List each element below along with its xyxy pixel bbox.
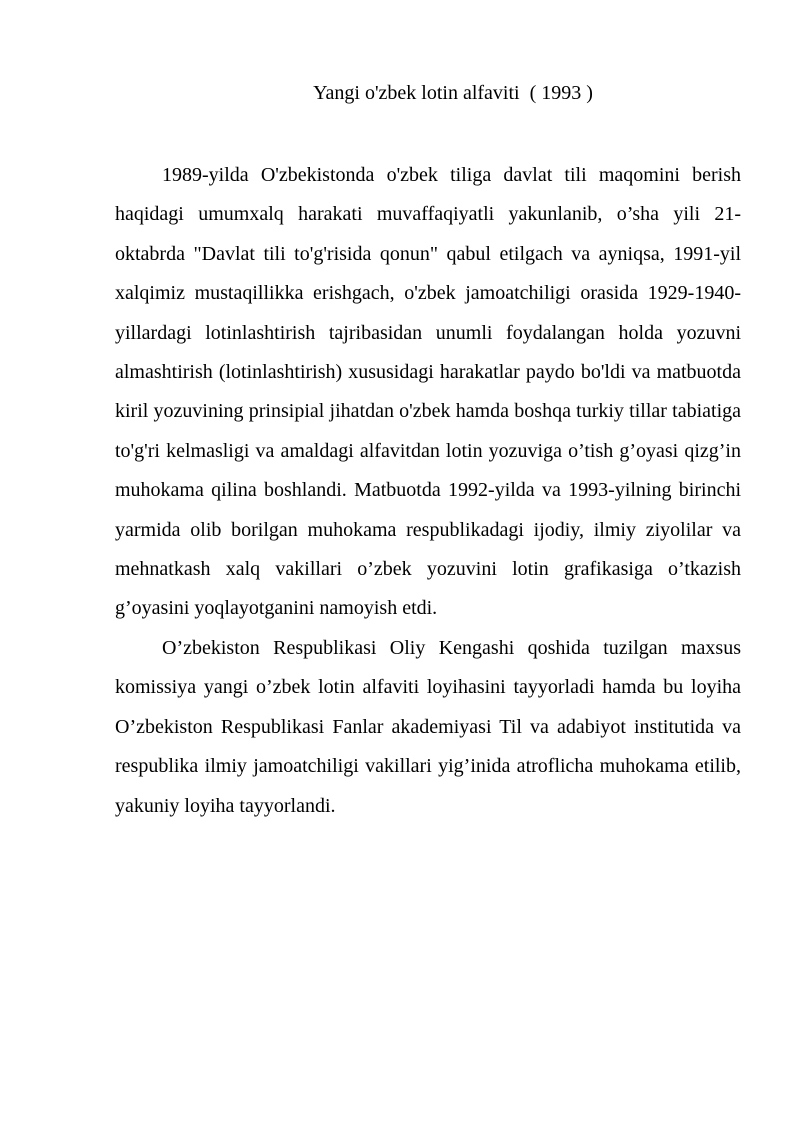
- paragraph-1: 1989-yilda O'zbekistonda o'zbek tiliga davlat tili maqomini berish haqidagi umumxalq harakati muvaffaqiyatli yakunlanib, o’sha yili 21-oktabrda "Davlat tili to'g'risida qonun" qabul etilgach va ayniqsa, 1991-yil xalqimiz mustaqillikka erishgach, o'zbek jamoatchiligi orasida 1929-1940-yillardagi lotinlashtirish tajribasidan unumli foydalangan holda yozuvni almashtirish (lotinlashtirish) xususidagi harakatlar paydo bo'ldi va matbuotda kiril yozuvining prinsipial jihatdan o'zbek hamda boshqa turkiy tillar tabiatiga to'g'ri kelmasligi va amaldagi alfavitdan lotin yozuviga o’tish g’oyasi qizg’in muhokama qilina boshlandi. Matbuotda 1992-yilda va 1993-yilning birinchi yarmida olib borilgan muhokama respublikadagi ijodiy, ilmiy ziyolilar va mehnatkash xalq vakillari o’zbek yozuvini lotin grafikasiga o’tkazish g’oyasini yoqlayotganini namoyish etdi.: [115, 164, 741, 620]
- document-body: [115, 156, 741, 826]
- document-title: Yangi o'zbek lotin alfaviti ( 1993 ): [313, 82, 593, 104]
- paragraph-2: O’zbekiston Respublikasi Oliy Kengashi qoshida tuzilgan maxsus komissiya yangi o’zbek lotin alfaviti loyihasini tayyorladi hamda bu loyiha O’zbekiston Respublikasi Fanlar akademiyasi Til va adabiyot institutida va respublika ilmiy jamoatchiligi vakillari yig’inida atroflicha muhokama etilib, yakuniy loyiha tayyorlandi.: [115, 636, 741, 817]
